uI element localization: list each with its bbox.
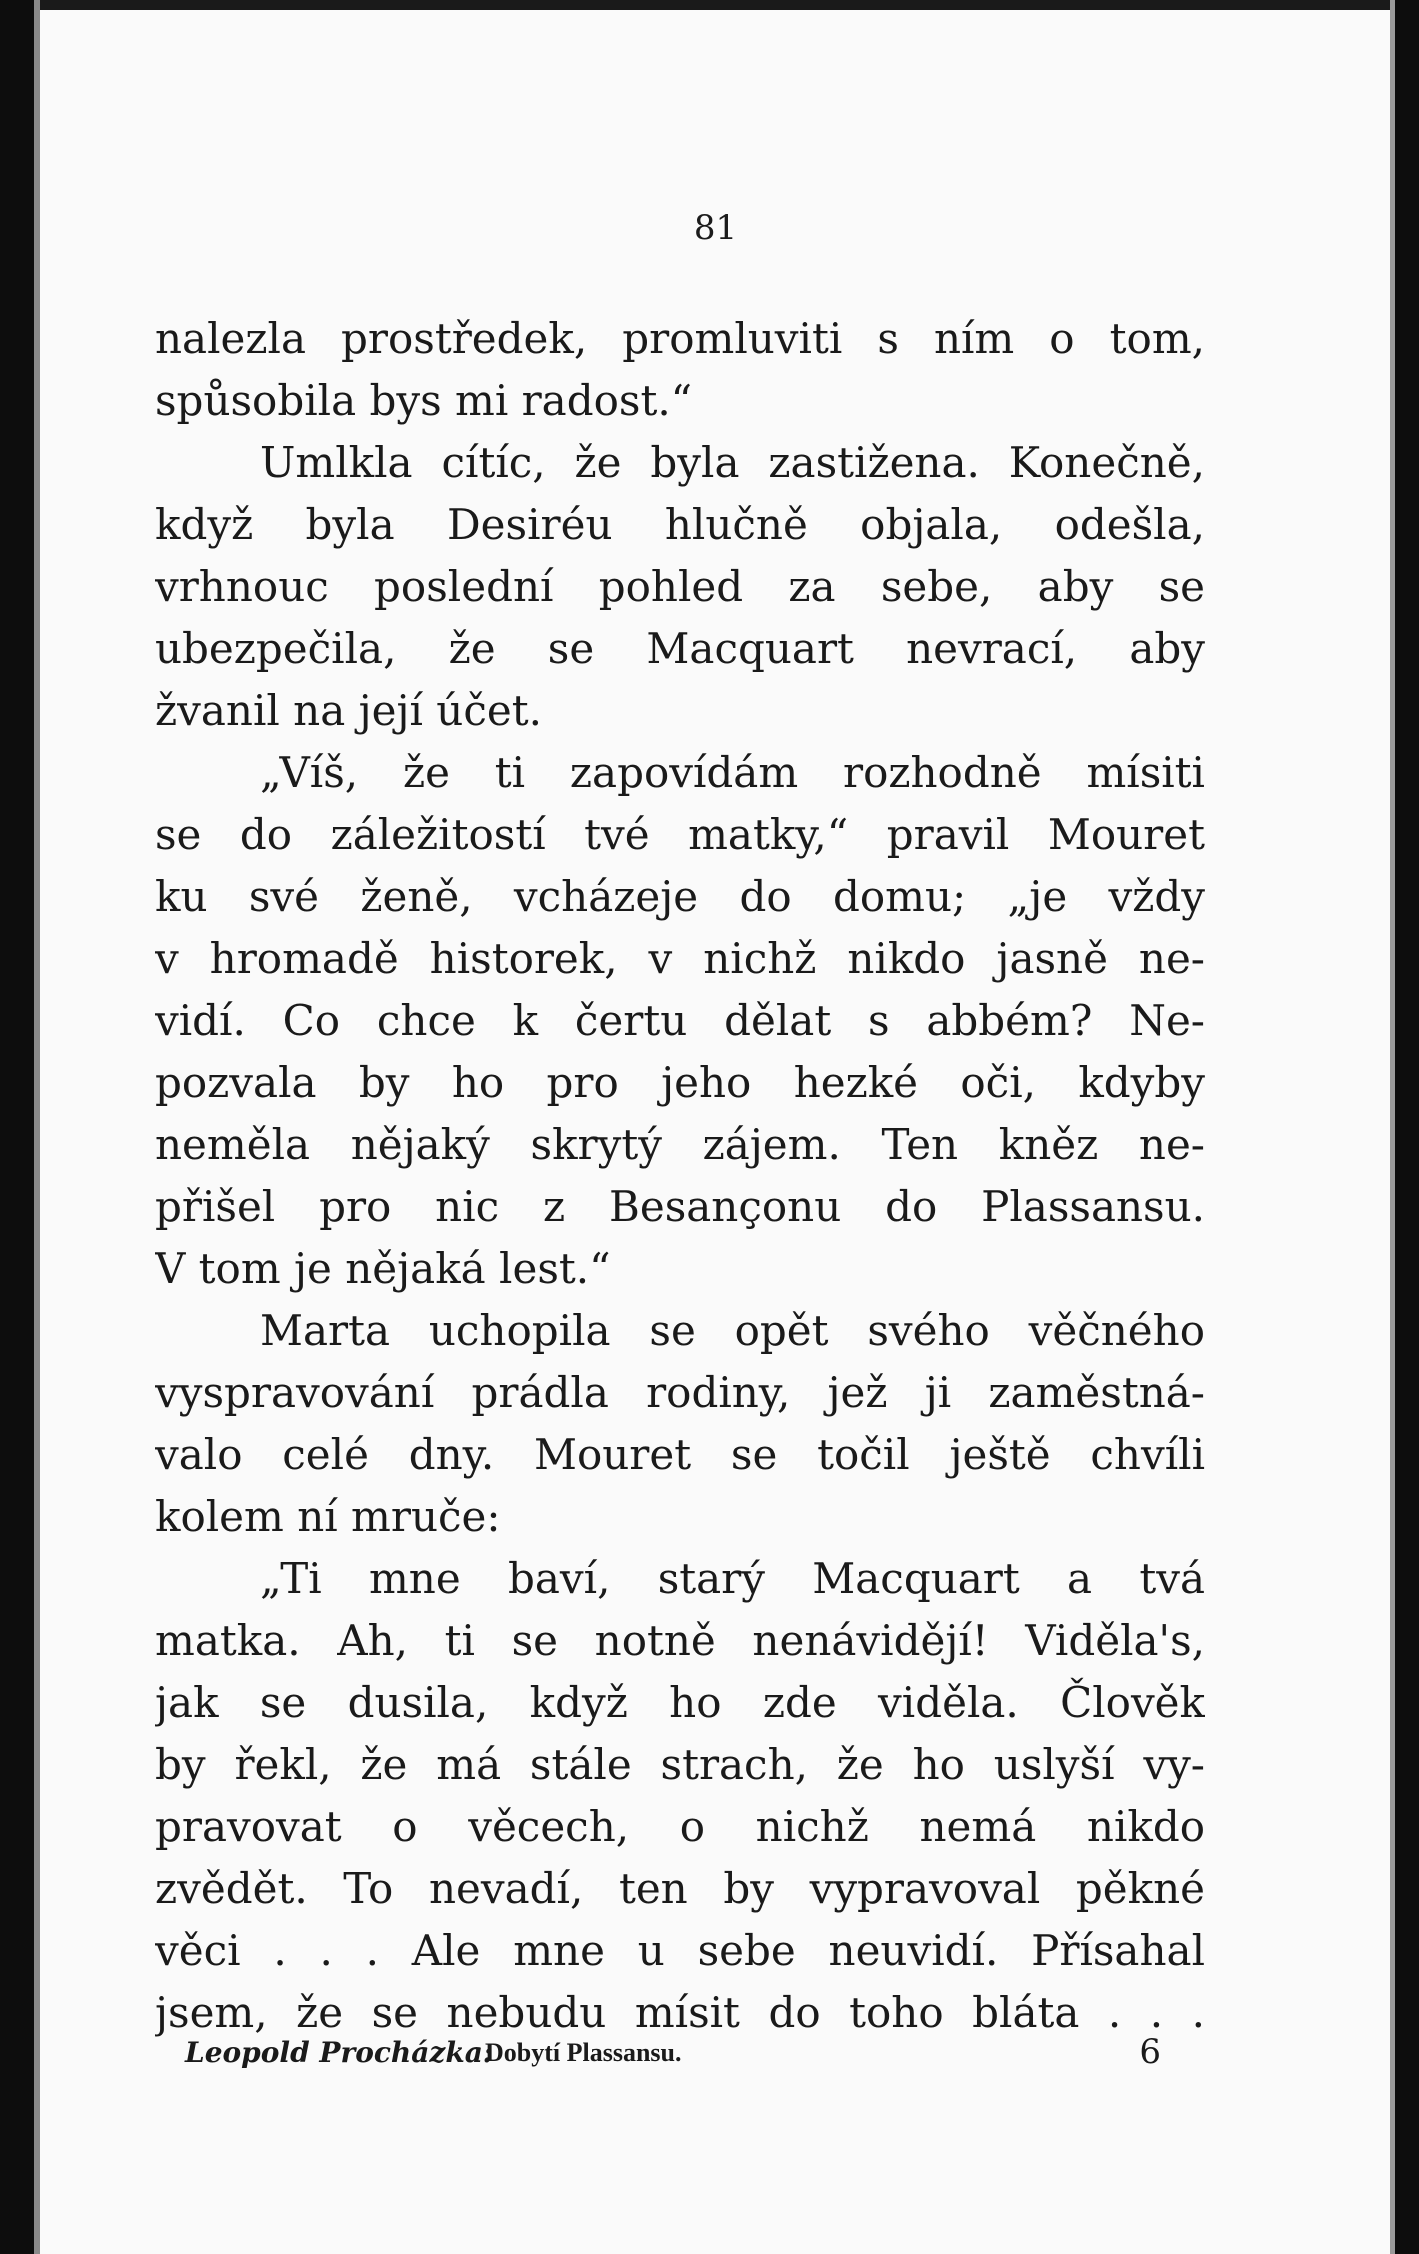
text-line: Marta uchopila se opět svého věčného [260,1306,1205,1355]
text-line: by řekl, že má stále strach, že ho uslyší vy- [155,1740,1205,1789]
text-line: neměla nějaký skrytý zájem. Ten kněz ne- [155,1120,1205,1169]
page-footer [185,2032,1175,2076]
scan-edge-left [0,0,34,2254]
text-line: pozvala by ho pro jeho hezké oči, kdyby [155,1058,1205,1107]
footer-title: Dobytí Plassansu. [485,2038,682,2067]
text-line: se do záležitostí tvé matky,“ pravil Mouret [155,810,1205,859]
text-line: V tom je nějaká lest.“ [155,1244,611,1293]
text-line: nalezla prostředek, promluviti s ním o tom, [155,314,1205,363]
text-line: matka. Ah, ti se notně nenávidějí! Viděla's, [155,1616,1205,1665]
text-line: zvědět. To nevadí, ten by vypravoval pěkné [155,1864,1205,1913]
signature-mark: 6 [1139,2032,1161,2072]
text-line: pravovat o věcech, o nichž nemá nikdo [155,1802,1205,1851]
text-line: jsem, že se nebudu mísit do toho bláta . . . [155,1988,1205,2037]
scan-edge-right-shadow [1390,0,1395,2254]
scan-edge-top [0,0,1419,10]
text-line: věci . . . Ale mne u sebe neuvidí. Přísahal [155,1926,1205,1975]
text-line: když byla Desiréu hlučně objala, odešla, [155,500,1205,549]
text-line: „Ti mne baví, starý Macquart a tvá [260,1554,1205,1603]
text-line: ubezpečila, že se Macquart nevrací, aby [155,624,1205,673]
body-text [155,308,1205,2044]
text-line: ku své ženě, vcházeje do domu; „je vždy [155,872,1205,921]
text-line: vyspravování prádla rodiny, jež ji zaměstná- [155,1368,1205,1417]
text-line: valo celé dny. Mouret se točil ještě chvíli [155,1430,1205,1479]
text-line: přišel pro nic z Besançonu do Plassansu. [155,1182,1205,1231]
footer-author: Leopold Procházka: [185,2036,494,2069]
text-line: vrhnouc poslední pohled za sebe, aby se [155,562,1205,611]
text-line: kolem ní mruče: [155,1492,501,1541]
text-line: jak se dusila, když ho zde viděla. Člověk [155,1678,1205,1727]
scan-edge-right [1395,0,1419,2254]
scan-edge-left-shadow [34,0,40,2254]
page-number: 81 [693,208,738,248]
text-line: Umlkla cítíc, že byla zastižena. Konečně, [260,438,1205,487]
text-line: vidí. Co chce k čertu dělat s abbém? Ne- [155,996,1205,1045]
text-line: „Víš, že ti zapovídám rozhodně mísiti [260,748,1205,797]
text-line: spůsobila bys mi radost.“ [155,376,693,425]
text-line: v hromadě historek, v nichž nikdo jasně ne- [155,934,1205,983]
text-line: žvanil na její účet. [155,686,542,735]
